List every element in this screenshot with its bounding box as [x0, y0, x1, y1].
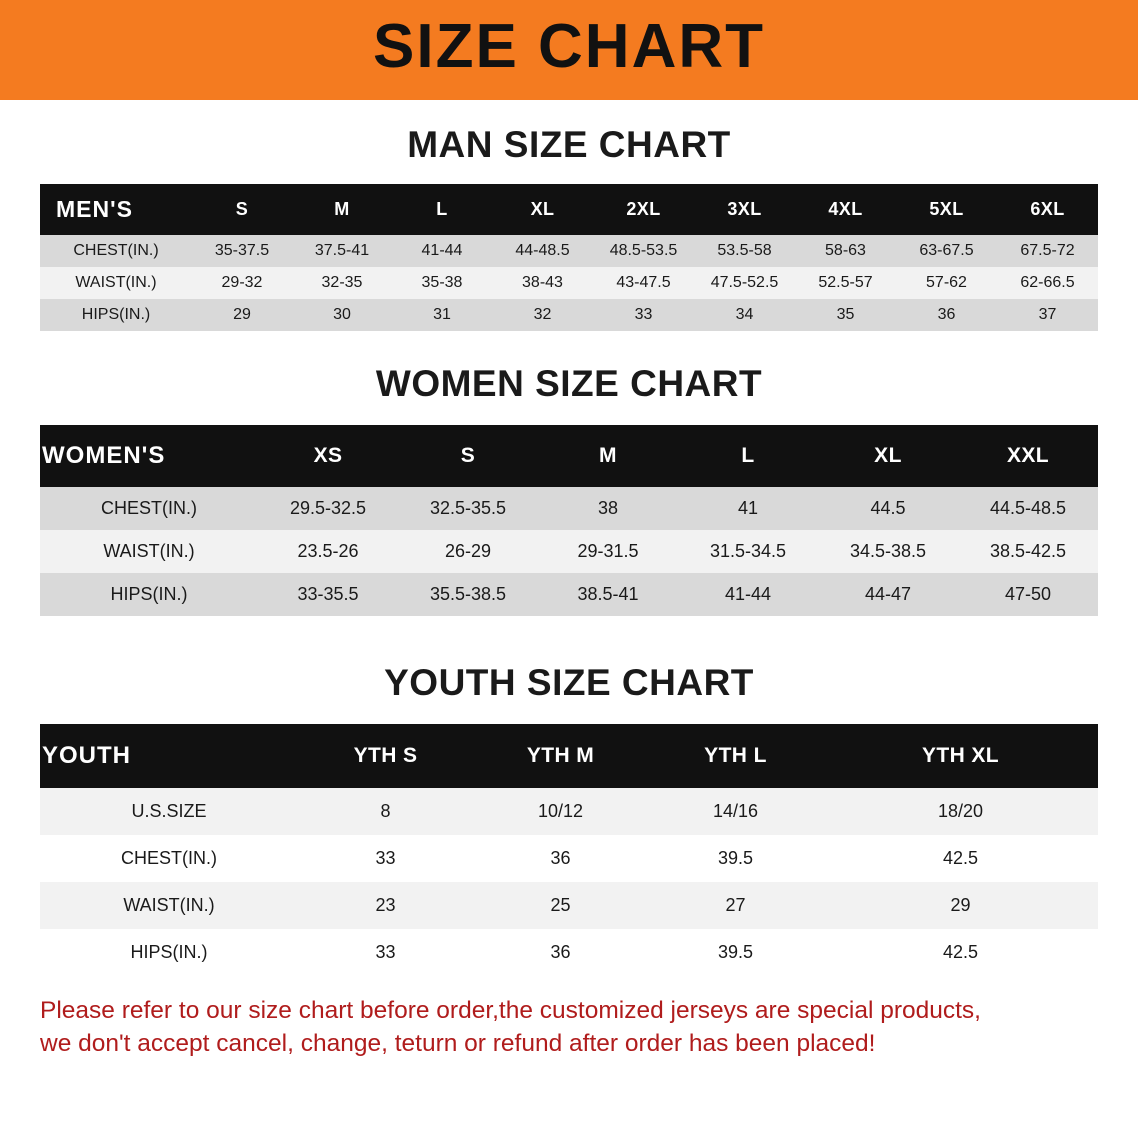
cell: 38-43 [492, 267, 593, 299]
cell: 47-50 [958, 573, 1098, 616]
cell: 25 [473, 882, 648, 929]
column-header: M [292, 184, 392, 235]
table-row [40, 882, 1098, 929]
cell: 44.5 [818, 487, 958, 530]
row-label: HIPS(IN.) [40, 929, 298, 976]
cell: 44-47 [818, 573, 958, 616]
man-size-table [40, 184, 1098, 331]
cell: 29-31.5 [538, 530, 678, 573]
cell: 36 [473, 835, 648, 882]
column-header: YOUTH [40, 724, 298, 788]
cell: 42.5 [823, 835, 1098, 882]
column-header: S [192, 184, 292, 235]
cell: 62-66.5 [997, 267, 1098, 299]
cell: 43-47.5 [593, 267, 694, 299]
notice-line-2: we don't accept cancel, change, teturn or refund after order has been placed! [40, 1030, 876, 1058]
cell: 35.5-38.5 [398, 573, 538, 616]
row-label: CHEST(IN.) [40, 835, 298, 882]
table-row [40, 788, 1098, 835]
man-section-title: MAN SIZE CHART [407, 124, 731, 165]
column-header: XXL [958, 425, 1098, 487]
column-header: YTH XL [823, 724, 1098, 788]
row-label: U.S.SIZE [40, 788, 298, 835]
cell: 29.5-32.5 [258, 487, 398, 530]
cell: 33 [298, 929, 473, 976]
cell: 41-44 [678, 573, 818, 616]
table-row [40, 235, 1098, 267]
table-header-row [40, 724, 1098, 788]
women-size-table [40, 425, 1098, 616]
cell: 47.5-52.5 [694, 267, 795, 299]
cell: 29 [192, 299, 292, 331]
cell: 35-37.5 [192, 235, 292, 267]
row-label: HIPS(IN.) [40, 573, 258, 616]
cell: 48.5-53.5 [593, 235, 694, 267]
cell: 31.5-34.5 [678, 530, 818, 573]
row-label: CHEST(IN.) [40, 235, 192, 267]
row-label: HIPS(IN.) [40, 299, 192, 331]
cell: 23 [298, 882, 473, 929]
column-header: YTH M [473, 724, 648, 788]
cell: 36 [896, 299, 997, 331]
cell: 23.5-26 [258, 530, 398, 573]
cell: 58-63 [795, 235, 896, 267]
cell: 42.5 [823, 929, 1098, 976]
cell: 33 [298, 835, 473, 882]
cell: 44-48.5 [492, 235, 593, 267]
cell: 29-32 [192, 267, 292, 299]
cell: 38 [538, 487, 678, 530]
column-header: S [398, 425, 538, 487]
column-header: L [392, 184, 492, 235]
cell: 33 [593, 299, 694, 331]
cell: 30 [292, 299, 392, 331]
cell: 33-35.5 [258, 573, 398, 616]
row-label: WAIST(IN.) [40, 530, 258, 573]
row-label: WAIST(IN.) [40, 882, 298, 929]
column-header: YTH L [648, 724, 823, 788]
cell: 37.5-41 [292, 235, 392, 267]
cell: 27 [648, 882, 823, 929]
cell: 38.5-42.5 [958, 530, 1098, 573]
women-table-wrap [40, 425, 1098, 616]
column-header: 5XL [896, 184, 997, 235]
column-header: 4XL [795, 184, 896, 235]
cell: 32-35 [292, 267, 392, 299]
youth-size-table [40, 724, 1098, 976]
cell: 52.5-57 [795, 267, 896, 299]
banner [0, 0, 1138, 100]
row-label: CHEST(IN.) [40, 487, 258, 530]
cell: 32.5-35.5 [398, 487, 538, 530]
cell: 41-44 [392, 235, 492, 267]
column-header: YTH S [298, 724, 473, 788]
cell: 31 [392, 299, 492, 331]
column-header: L [678, 425, 818, 487]
table-header-row [40, 184, 1098, 235]
cell: 34.5-38.5 [818, 530, 958, 573]
youth-table-wrap [40, 724, 1098, 976]
youth-section-title: YOUTH SIZE CHART [384, 662, 754, 703]
column-header: XL [492, 184, 593, 235]
cell: 53.5-58 [694, 235, 795, 267]
cell: 37 [997, 299, 1098, 331]
cell: 35-38 [392, 267, 492, 299]
column-header: MEN'S [40, 184, 192, 235]
cell: 32 [492, 299, 593, 331]
table-row [40, 267, 1098, 299]
notice-text [40, 994, 1098, 1060]
column-header: M [538, 425, 678, 487]
table-row [40, 929, 1098, 976]
cell: 10/12 [473, 788, 648, 835]
column-header: XS [258, 425, 398, 487]
column-header: 3XL [694, 184, 795, 235]
cell: 63-67.5 [896, 235, 997, 267]
cell: 29 [823, 882, 1098, 929]
table-row [40, 487, 1098, 530]
row-label: WAIST(IN.) [40, 267, 192, 299]
cell: 34 [694, 299, 795, 331]
man-table-wrap [40, 184, 1098, 331]
column-header: XL [818, 425, 958, 487]
cell: 8 [298, 788, 473, 835]
cell: 57-62 [896, 267, 997, 299]
table-row [40, 530, 1098, 573]
table-header-row [40, 425, 1098, 487]
cell: 67.5-72 [997, 235, 1098, 267]
cell: 39.5 [648, 835, 823, 882]
cell: 26-29 [398, 530, 538, 573]
cell: 44.5-48.5 [958, 487, 1098, 530]
column-header: WOMEN'S [40, 425, 258, 487]
notice-line-1: Please refer to our size chart before order,the customized jerseys are special products, [40, 997, 981, 1024]
table-row [40, 835, 1098, 882]
cell: 35 [795, 299, 896, 331]
page-title: SIZE CHART [373, 12, 765, 81]
cell: 38.5-41 [538, 573, 678, 616]
table-row [40, 573, 1098, 616]
women-section-title: WOMEN SIZE CHART [375, 363, 763, 404]
table-row [40, 299, 1098, 331]
cell: 41 [678, 487, 818, 530]
cell: 36 [473, 929, 648, 976]
cell: 39.5 [648, 929, 823, 976]
cell: 14/16 [648, 788, 823, 835]
column-header: 2XL [593, 184, 694, 235]
cell: 18/20 [823, 788, 1098, 835]
column-header: 6XL [997, 184, 1098, 235]
